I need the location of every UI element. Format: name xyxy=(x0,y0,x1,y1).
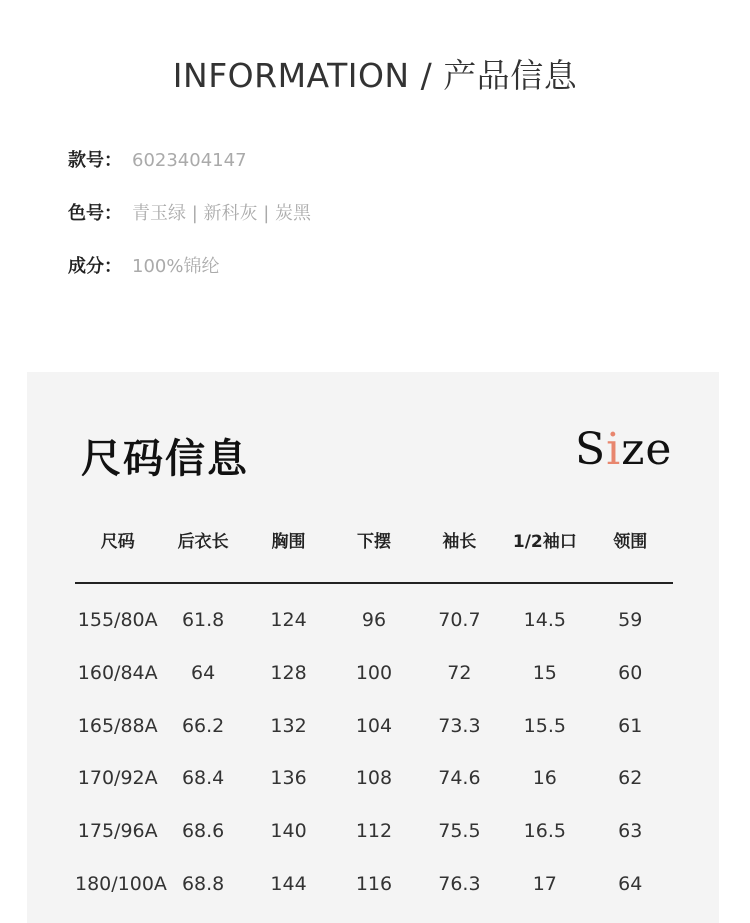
info-row-colors xyxy=(68,201,311,254)
table-cell: 16.5 xyxy=(523,820,566,843)
table-cell: 15 xyxy=(532,662,557,685)
column-header: 袖长 xyxy=(417,527,502,583)
table-cell: 124 xyxy=(270,609,307,632)
table-cell: 112 xyxy=(355,820,393,843)
size-word-suffix: ze xyxy=(621,424,673,475)
table-cell: 62 xyxy=(618,767,643,790)
table-cell: 100 xyxy=(355,662,393,685)
table-cell: 72 xyxy=(447,662,472,685)
column-header: 领围 xyxy=(588,527,673,583)
info-value: 100%锦纶 xyxy=(132,256,220,277)
table-cell: 75.5 xyxy=(438,820,481,843)
size-word-accent: i xyxy=(606,424,622,475)
size-section-heading: 尺码信息 xyxy=(81,436,249,482)
table-cell: 136 xyxy=(270,767,307,790)
table-row xyxy=(75,583,673,647)
table-cell: 104 xyxy=(355,714,393,737)
info-row-composition xyxy=(68,254,311,307)
table-cell: 165/88A xyxy=(77,714,158,737)
table-cell: 59 xyxy=(618,609,643,632)
table-cell: 17 xyxy=(532,872,557,895)
table-cell: 116 xyxy=(355,872,393,895)
table-cell: 66.2 xyxy=(181,714,225,737)
size-word-prefix: S xyxy=(575,424,607,475)
table-cell: 144 xyxy=(270,872,307,895)
table-cell: 64 xyxy=(191,662,216,685)
column-header: 后衣长 xyxy=(160,527,245,583)
table-cell: 155/80A xyxy=(77,609,158,632)
table-cell: 61.8 xyxy=(181,609,225,632)
table-cell: 175/96A xyxy=(77,820,158,843)
table-cell: 74.6 xyxy=(438,767,481,790)
column-header: 下摆 xyxy=(331,527,416,583)
column-header: 1/2袖口 xyxy=(502,527,587,583)
table-cell: 15.5 xyxy=(523,714,566,737)
column-header: 胸围 xyxy=(246,527,331,583)
table-cell: 108 xyxy=(355,767,393,790)
table-row xyxy=(75,857,673,910)
info-value: 6023404147 xyxy=(132,150,247,171)
product-info-list xyxy=(68,148,311,307)
table-row xyxy=(75,805,673,858)
column-header: 尺码 xyxy=(75,527,160,583)
table-cell: 68.4 xyxy=(181,767,225,790)
table-cell: 16 xyxy=(532,767,557,790)
table-cell: 68.6 xyxy=(181,820,225,843)
table-cell: 132 xyxy=(270,714,307,737)
table-cell: 64 xyxy=(618,872,643,895)
table-cell: 60 xyxy=(618,662,643,685)
table-cell: 128 xyxy=(270,662,307,685)
table-cell: 170/92A xyxy=(77,767,158,790)
table-cell: 68.8 xyxy=(181,872,225,895)
table-cell: 140 xyxy=(270,820,307,843)
info-value: 青玉绿 | 新科灰 | 炭黑 xyxy=(132,203,312,224)
table-cell: 76.3 xyxy=(438,872,481,895)
table-row xyxy=(75,752,673,805)
table-row xyxy=(75,647,673,700)
table-cell: 73.3 xyxy=(438,714,481,737)
table-cell: 70.7 xyxy=(438,609,481,632)
info-label: 款号： xyxy=(68,150,122,171)
size-table-header-row xyxy=(75,527,673,583)
table-cell: 180/100A xyxy=(75,872,167,895)
size-info-card xyxy=(27,372,719,923)
size-decorative-word xyxy=(575,424,672,475)
info-label: 色号： xyxy=(68,203,122,224)
table-cell: 61 xyxy=(618,714,643,737)
info-row-style-number xyxy=(68,148,311,201)
table-cell: 14.5 xyxy=(523,609,566,632)
table-cell: 63 xyxy=(618,820,643,843)
size-table xyxy=(75,527,673,910)
table-cell: 160/84A xyxy=(77,662,158,685)
page-title: INFORMATION / 产品信息 xyxy=(172,56,578,95)
table-row xyxy=(75,699,673,752)
info-label: 成分： xyxy=(68,256,122,277)
table-cell: 96 xyxy=(361,609,387,632)
